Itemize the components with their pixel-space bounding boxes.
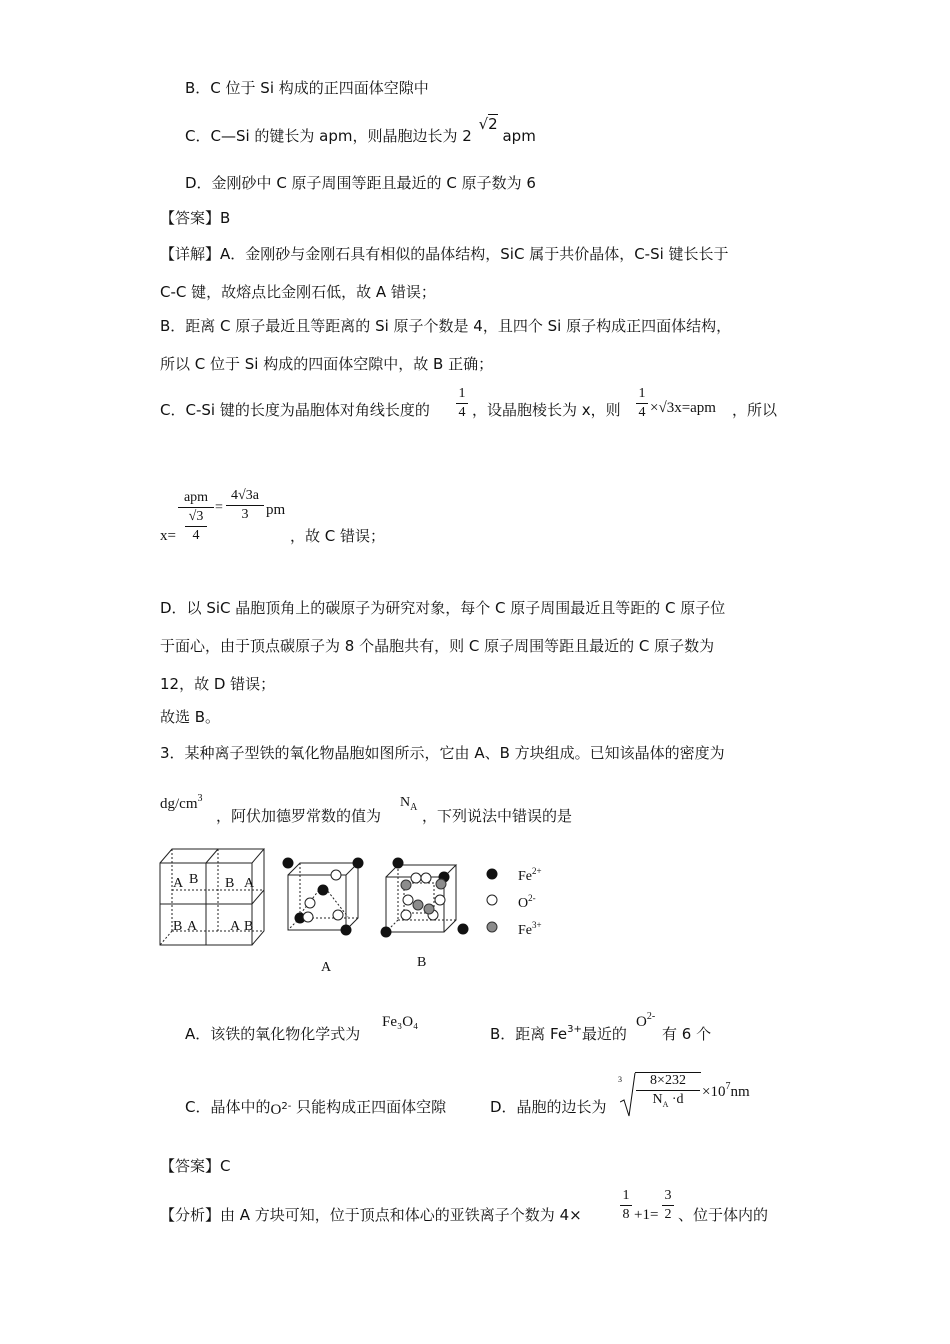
x-result-num: 4√3a	[231, 488, 259, 503]
fe2-ion	[341, 925, 352, 936]
opt-b-ion	[636, 1012, 655, 1034]
caption-a: A	[321, 960, 332, 975]
detail-a-line2: C-C 键，故熔点比金刚石低，故 A 错误；	[160, 283, 436, 301]
option-c-text: C．C—Si 的键长为 apm，则晶胞边长为 2	[185, 127, 472, 145]
opt-b-mid: 最近的	[581, 1025, 627, 1043]
q3-option-c	[185, 1097, 446, 1120]
fe3-ion	[401, 880, 411, 890]
analysis-post: 、位于体内的	[678, 1206, 769, 1224]
o2-ion	[401, 910, 411, 920]
root-den	[636, 1092, 700, 1109]
frac-den: 8	[622, 1207, 630, 1222]
detail-b-line2: 所以 C 位于 Si 构成的四面体空隙中，故 B 正确；	[160, 355, 494, 373]
conclusion: 故选 B。	[160, 708, 221, 726]
frac-bar	[636, 403, 648, 404]
legend	[487, 866, 542, 938]
legend-o2-swatch	[487, 895, 497, 905]
q3-density	[160, 794, 203, 816]
detail-d-line2: 于面心，由于顶点碳原子为 8 个晶胞共有，则 C 原子周围等距且最近的 C 原子数为	[160, 637, 715, 655]
q3-option-a-formula: Fe₃O₄	[382, 1014, 419, 1030]
root-num: 8×232	[650, 1073, 686, 1088]
frac-bar	[226, 505, 264, 506]
legend-fe3-swatch	[487, 922, 497, 932]
frac-num: 1	[458, 386, 466, 401]
q3-option-d: D．晶胞的边长为	[490, 1098, 607, 1116]
x-den-inner	[185, 509, 207, 544]
den-n: N	[652, 1092, 663, 1107]
x-result-den: 3	[241, 507, 249, 522]
exp: 7	[725, 1081, 731, 1092]
detail-c-post: ，所以	[732, 401, 778, 419]
analysis-mid: +1=	[634, 1207, 659, 1223]
na-symbol	[400, 793, 417, 814]
block-label: B	[189, 872, 199, 887]
frac-num: 3	[664, 1188, 672, 1203]
option-c-unit: apm	[502, 127, 536, 145]
x-eq-sign: =	[215, 500, 223, 515]
frac-bar	[456, 403, 468, 404]
option-c	[185, 115, 536, 146]
detail-c-mid: ，设晶胞棱长为 x，则	[472, 401, 621, 419]
frac-num: 1	[622, 1188, 630, 1203]
opt-c-post: 只能构成正四面体空隙	[291, 1098, 447, 1116]
x-result-fraction	[226, 488, 264, 523]
fraction-one-quarter-2	[636, 386, 648, 421]
frac-num: 1	[638, 386, 646, 401]
cube-a	[283, 858, 364, 936]
q3-stem-tail: ，下列说法中错误的是	[422, 807, 573, 825]
frac-bar	[662, 1205, 674, 1206]
sqrt-radicand: 2	[488, 115, 498, 133]
block-label: A	[244, 876, 255, 891]
ion-charge: 2-	[646, 1011, 656, 1022]
caption-b: B	[417, 955, 427, 970]
opt-b-sup: 3+	[567, 1024, 582, 1035]
fraction-one-eighth	[620, 1188, 632, 1223]
fe2-ion	[458, 924, 469, 935]
root-fraction	[636, 1073, 700, 1109]
q3-answer: 【答案】C	[160, 1157, 231, 1175]
frac-den: 2	[664, 1207, 672, 1222]
power-ten	[702, 1082, 750, 1104]
x-den-4: 4	[192, 528, 200, 543]
fe3-ion	[436, 879, 446, 889]
na-sub: A	[410, 802, 418, 813]
q3-option-b	[490, 1024, 627, 1047]
block-label: B	[244, 919, 254, 934]
times-ten: ×10	[702, 1084, 726, 1100]
crystal-figure	[158, 845, 578, 975]
cube-b	[381, 858, 469, 938]
block-label: A	[187, 919, 198, 934]
unit: nm	[730, 1084, 750, 1100]
q3-stem-mid: ，阿伏加德罗常数的值为	[216, 807, 382, 825]
block-label: B	[225, 876, 235, 891]
detail-a-line1: 【详解】A．金刚砂与金刚石具有相似的晶体结构，SiC 属于共价晶体，C-Si 键长长于	[160, 245, 729, 263]
detail-c-pre: C．C-Si 键的长度为晶胞体对角线长度的	[160, 401, 430, 419]
opt-b-post: 有 6 个	[662, 1025, 712, 1043]
q3-stem-line1: 3．某种离子型铁的氧化物晶胞如图所示，它由 A、B 方块组成。已知该晶体的密度为	[160, 744, 725, 762]
x-den-sqrt3: √3	[188, 509, 204, 524]
o2-ion	[305, 898, 315, 908]
sqrt-expression: √2	[478, 115, 498, 133]
frac-bar	[636, 1090, 700, 1091]
root-index: 3	[618, 1075, 622, 1084]
x-label: x=	[160, 528, 176, 544]
o2-ion	[303, 912, 313, 922]
fe2-ion	[381, 927, 392, 938]
fe2-ion	[283, 858, 294, 869]
frac-bar	[620, 1205, 632, 1206]
o2-ion	[403, 895, 413, 905]
o2-ion	[331, 870, 341, 880]
den-sub: A	[662, 1100, 669, 1109]
density-value: dg/cm	[160, 796, 198, 812]
o2-ion	[435, 895, 445, 905]
option-d: D．金刚砂中 C 原子周围等距且最近的 C 原子数为 6	[185, 174, 536, 192]
den-tail: ·d	[668, 1092, 684, 1107]
na-letter: N	[400, 795, 411, 810]
density-exp: 3	[197, 793, 203, 804]
fraction-three-halves	[662, 1188, 674, 1223]
block-label: B	[173, 919, 183, 934]
opt-b-text: B．距离 Fe	[490, 1025, 568, 1043]
ion-charge: 2-	[281, 1101, 292, 1112]
block-label: A	[173, 876, 184, 891]
frac-den: 4	[458, 405, 466, 420]
ion-letter: O	[270, 1102, 282, 1118]
opt-c-text: C．晶体中的	[185, 1098, 271, 1116]
x-tail: ，故 C 错误；	[290, 527, 386, 545]
block-label: A	[230, 919, 241, 934]
legend-fe2-swatch	[487, 869, 498, 880]
frac-bar	[178, 507, 214, 508]
detail-d-line1: D．以 SiC 晶胞顶角上的碳原子为研究对象，每个 C 原子周围最近且等距的 C 原子位	[160, 599, 726, 617]
frac-den: 4	[638, 405, 646, 420]
fe2-ion	[318, 885, 329, 896]
o2-ion	[411, 873, 421, 883]
q3-option-a: A．该铁的氧化物化学式为	[185, 1025, 361, 1043]
legend-fe2-label: $Fe^{2+}$	[518, 866, 542, 884]
fe2-ion	[353, 858, 364, 869]
fe2-ion	[393, 858, 404, 869]
x-compound-fraction	[178, 490, 214, 544]
fraction-one-quarter	[456, 386, 468, 421]
detail-d-line3: 12，故 D 错误；	[160, 675, 276, 693]
legend-o2-label: $O^{2-}$	[518, 893, 536, 911]
x-unit: pm	[266, 502, 286, 518]
radical-sign-icon	[620, 1072, 636, 1118]
option-b: B．C 位于 Si 构成的正四面体空隙中	[185, 79, 429, 97]
q3-analysis: 【分析】由 A 方块可知，位于顶点和体心的亚铁离子个数为 4×	[160, 1206, 582, 1224]
x-num: apm	[183, 490, 209, 505]
legend-fe3-label: $Fe^{3+}$	[518, 920, 542, 938]
detail-b-line1: B．距离 C 原子最近且等距离的 Si 原子个数是 4，且四个 Si 原子构成正四面体结构，	[160, 317, 732, 335]
ion-letter: O	[636, 1014, 647, 1030]
o2-ion	[333, 910, 343, 920]
answer-label: 【答案】B	[160, 209, 231, 227]
fe3-ion	[424, 904, 434, 914]
frac-bar-inner	[185, 526, 207, 527]
detail-c-equation: ×√3x=apm	[650, 400, 716, 416]
o2-ion	[421, 873, 431, 883]
fe3-ion	[413, 900, 423, 910]
